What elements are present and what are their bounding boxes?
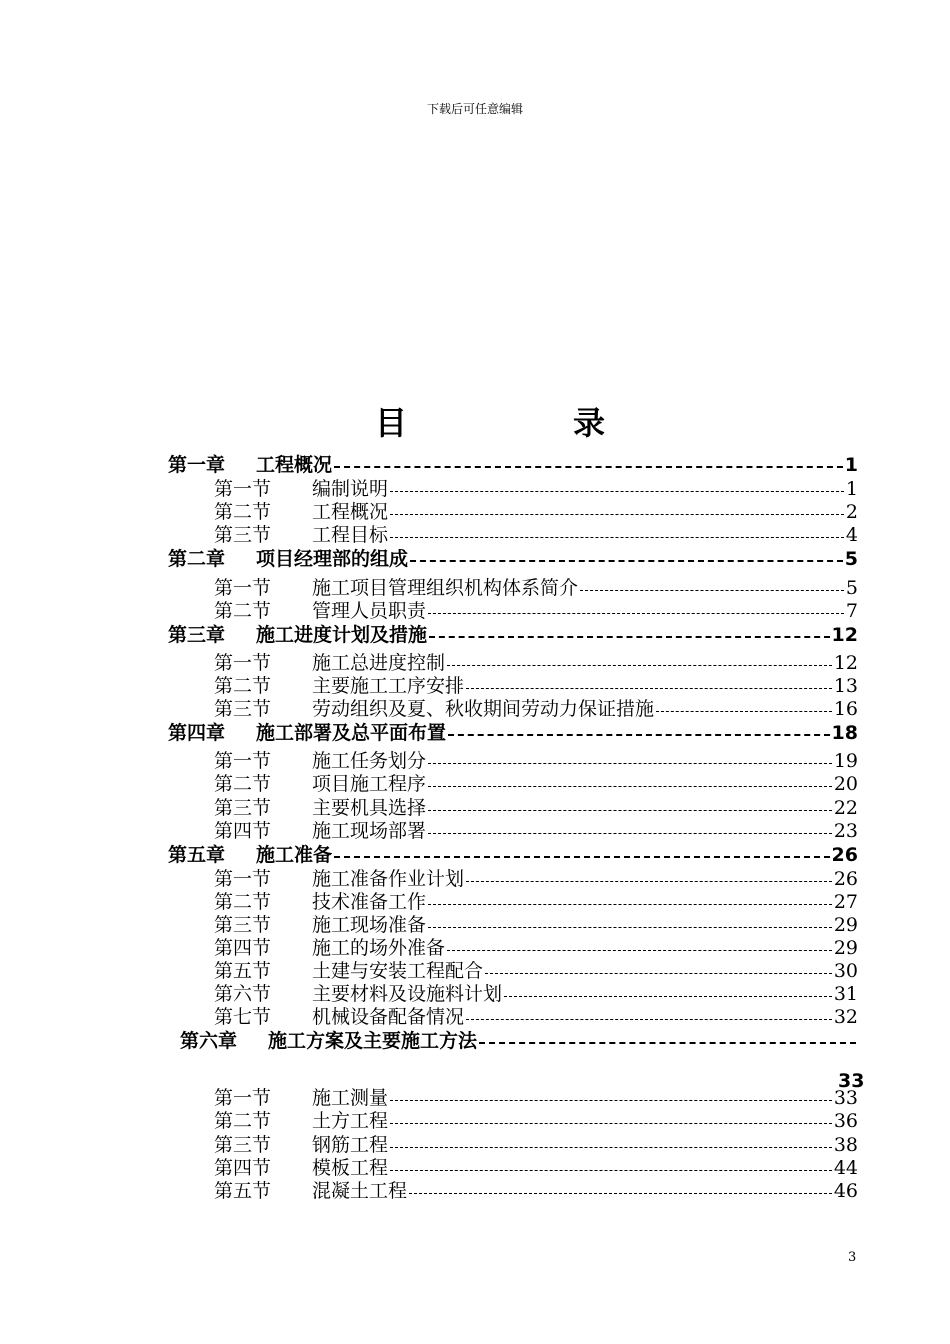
- toc-entry-title: 工程概况: [256, 454, 333, 476]
- toc-section-row: [214, 1156, 858, 1180]
- toc-leader: [428, 927, 832, 928]
- toc-section-row: [214, 796, 858, 820]
- toc-section-row: [214, 500, 858, 524]
- toc-label: 第二节: [214, 773, 272, 795]
- toc-entry-title: 机械设备配备情况: [312, 1006, 465, 1028]
- toc-leader: [410, 560, 843, 562]
- toc-section-row: [214, 867, 858, 891]
- toc-page-number: 33: [833, 1087, 858, 1109]
- toc-chapter-row: [180, 1029, 858, 1053]
- toc-entry-title: 管理人员职责: [312, 600, 427, 622]
- toc-chapter-row: [168, 623, 858, 647]
- toc-entry-title: 项目施工程序: [312, 773, 427, 795]
- toc-entry-title: 施工现场部署: [312, 820, 427, 842]
- toc-title: [375, 398, 605, 444]
- toc-leader: [428, 904, 832, 905]
- toc-entry-title: 技术准备工作: [312, 891, 427, 913]
- toc-entry-title: 施工进度计划及措施: [256, 624, 428, 646]
- toc-entry-title: 土方工程: [312, 1110, 389, 1132]
- toc-label: 第一节: [214, 750, 272, 772]
- toc-label: 第七节: [214, 1006, 272, 1028]
- footer-page-number: 3: [848, 1250, 857, 1265]
- toc-entry-title: 施工准备作业计划: [312, 868, 465, 890]
- toc-label: 第三节: [214, 698, 272, 720]
- toc-leader: [448, 734, 830, 736]
- toc-page-number: 38: [833, 1134, 858, 1156]
- toc-section-row: [214, 599, 858, 623]
- toc-title-right: 录: [572, 404, 605, 442]
- toc-section-row: [214, 890, 858, 914]
- toc-page-number: 5: [845, 577, 858, 599]
- toc-page-number: 36: [833, 1110, 858, 1132]
- toc-page-number: 20: [833, 773, 858, 795]
- toc-page-number: 26: [833, 868, 858, 890]
- toc-leader: [390, 1123, 832, 1124]
- toc-label: 第二章: [168, 548, 226, 570]
- toc-entry-title: 项目经理部的组成: [256, 548, 409, 570]
- toc-section-row: [214, 523, 858, 547]
- toc-section-row: [214, 959, 858, 983]
- toc-label: 第二节: [214, 675, 272, 697]
- toc-entry-title: 工程概况: [312, 501, 389, 523]
- toc-page-number: 29: [833, 914, 858, 936]
- toc-page-number: 5: [844, 548, 858, 570]
- toc-leader: [390, 1170, 832, 1171]
- toc-label: 第二节: [214, 600, 272, 622]
- toc-entry-title: 施工现场准备: [312, 914, 427, 936]
- toc-page-number: 27: [833, 891, 858, 913]
- toc-label: 第四章: [168, 722, 226, 744]
- toc-section-row: [214, 749, 858, 773]
- toc-leader: [504, 996, 832, 997]
- toc-label: 第三章: [168, 624, 226, 646]
- toc-section-row: [214, 576, 858, 600]
- toc-leader: [390, 514, 844, 515]
- toc-page-number: 26: [831, 844, 858, 866]
- toc-section-row: [214, 1005, 858, 1029]
- toc-entry-title: 土建与安装工程配合: [312, 960, 484, 982]
- toc-section-row: [214, 1086, 858, 1110]
- toc-entry-title: 施工总进度控制: [312, 652, 446, 674]
- toc-page-number: 16: [833, 698, 858, 720]
- toc-entry-title: 施工准备: [256, 844, 333, 866]
- toc-label: 第一节: [214, 652, 272, 674]
- toc-entry-title: 施工方案及主要施工方法: [268, 1030, 478, 1052]
- toc-page-number: 1: [845, 478, 858, 500]
- toc-page-number: 23: [833, 820, 858, 842]
- toc-leader: [409, 1193, 832, 1194]
- toc-leader: [447, 665, 832, 666]
- toc-page-number: 19: [833, 750, 858, 772]
- toc-entry-title: 主要材料及设施料计划: [312, 983, 503, 1005]
- toc-label: 第三节: [214, 797, 272, 819]
- toc-label: 第一节: [214, 1087, 272, 1109]
- toc-label: 第一节: [214, 577, 272, 599]
- toc-page-number: 32: [833, 1006, 858, 1028]
- toc-page-number: 44: [833, 1157, 858, 1179]
- toc-entry-title: 主要机具选择: [312, 797, 427, 819]
- toc-entry-title: 模板工程: [312, 1157, 389, 1179]
- toc-entry-title: 钢筋工程: [312, 1134, 389, 1156]
- toc-label: 第四节: [214, 820, 272, 842]
- toc-page-number: 31: [833, 983, 858, 1005]
- chapter-6-page-number: 33: [838, 1070, 865, 1092]
- toc-leader: [428, 613, 844, 614]
- toc-label: 第六章: [180, 1030, 238, 1052]
- toc-leader: [466, 688, 832, 689]
- toc-chapter-row: [168, 453, 858, 477]
- toc-leader: [429, 636, 830, 638]
- toc-entry-title: 编制说明: [312, 478, 389, 500]
- toc-entry-title: 混凝土工程: [312, 1180, 408, 1202]
- toc-label: 第二节: [214, 1110, 272, 1132]
- header-note: 下载后可任意编辑: [426, 102, 523, 116]
- toc-chapter-row: [168, 721, 858, 745]
- toc-entry-title: 施工的场外准备: [312, 937, 446, 959]
- toc-label: 第二节: [214, 501, 272, 523]
- toc-page-number: 18: [831, 722, 858, 744]
- toc-leader: [390, 537, 844, 538]
- toc-page-number: 22: [833, 797, 858, 819]
- toc-label: 第三节: [214, 524, 272, 546]
- toc-leader: [485, 973, 832, 974]
- toc-label: 第一节: [214, 478, 272, 500]
- toc-entry-title: 施工部署及总平面布置: [256, 722, 447, 744]
- toc-label: 第二节: [214, 891, 272, 913]
- toc-leader: [479, 1042, 856, 1044]
- toc-page-number: 7: [845, 600, 858, 622]
- toc-leader: [466, 881, 832, 882]
- toc-label: 第三节: [214, 914, 272, 936]
- toc-page-number: 29: [833, 937, 858, 959]
- toc-chapter-row: [168, 547, 858, 571]
- toc-section-row: [214, 913, 858, 937]
- toc-section-row: [214, 1179, 858, 1203]
- toc-leader: [428, 810, 832, 811]
- toc-leader: [390, 491, 844, 492]
- toc-page-number: 12: [831, 624, 858, 646]
- toc-leader: [580, 590, 844, 591]
- toc-entry-title: 施工测量: [312, 1087, 389, 1109]
- toc-page-number: 46: [833, 1180, 858, 1202]
- toc-leader: [428, 833, 832, 834]
- toc-section-row: [214, 1133, 858, 1157]
- toc-section-row: [214, 819, 858, 843]
- toc-chapter-row: [168, 843, 858, 867]
- toc-leader: [656, 711, 832, 712]
- toc-entry-title: 施工任务划分: [312, 750, 427, 772]
- toc-leader: [390, 1100, 832, 1101]
- toc-entry-title: 施工项目管理组织机构体系简介: [312, 577, 579, 599]
- toc-label: 第一章: [168, 454, 226, 476]
- toc-leader: [447, 950, 832, 951]
- toc-leader: [428, 763, 832, 764]
- toc-leader: [334, 856, 830, 858]
- toc-section-row: [214, 772, 858, 796]
- toc-title-left: 目: [375, 404, 408, 442]
- toc-label: 第三节: [214, 1134, 272, 1156]
- toc-section-row: [214, 936, 858, 960]
- toc-label: 第五章: [168, 844, 226, 866]
- toc-entry-title: 主要施工工序安排: [312, 675, 465, 697]
- toc-section-row: [214, 674, 858, 698]
- toc-section-row: [214, 477, 858, 501]
- toc-label: 第四节: [214, 1157, 272, 1179]
- toc-label: 第五节: [214, 1180, 272, 1202]
- toc-page-number: 12: [833, 652, 858, 674]
- toc-leader: [334, 466, 843, 468]
- toc-section-row: [214, 982, 858, 1006]
- toc-label: 第四节: [214, 937, 272, 959]
- toc-section-row: [214, 651, 858, 675]
- toc-entry-title: 工程目标: [312, 524, 389, 546]
- toc-leader: [390, 1147, 832, 1148]
- toc-entry-title: 劳动组织及夏、秋收期间劳动力保证措施: [312, 698, 655, 720]
- toc-leader: [466, 1019, 832, 1020]
- toc-page-number: 13: [833, 675, 858, 697]
- toc-label: 第五节: [214, 960, 272, 982]
- toc-label: 第六节: [214, 983, 272, 1005]
- toc-page-number: 2: [845, 501, 858, 523]
- toc-page-number: 1: [844, 454, 858, 476]
- toc-label: 第一节: [214, 868, 272, 890]
- toc-section-row: [214, 697, 858, 721]
- toc-section-row: [214, 1109, 858, 1133]
- toc-leader: [428, 786, 832, 787]
- toc-page-number: 30: [833, 960, 858, 982]
- toc-page-number: 4: [845, 524, 858, 546]
